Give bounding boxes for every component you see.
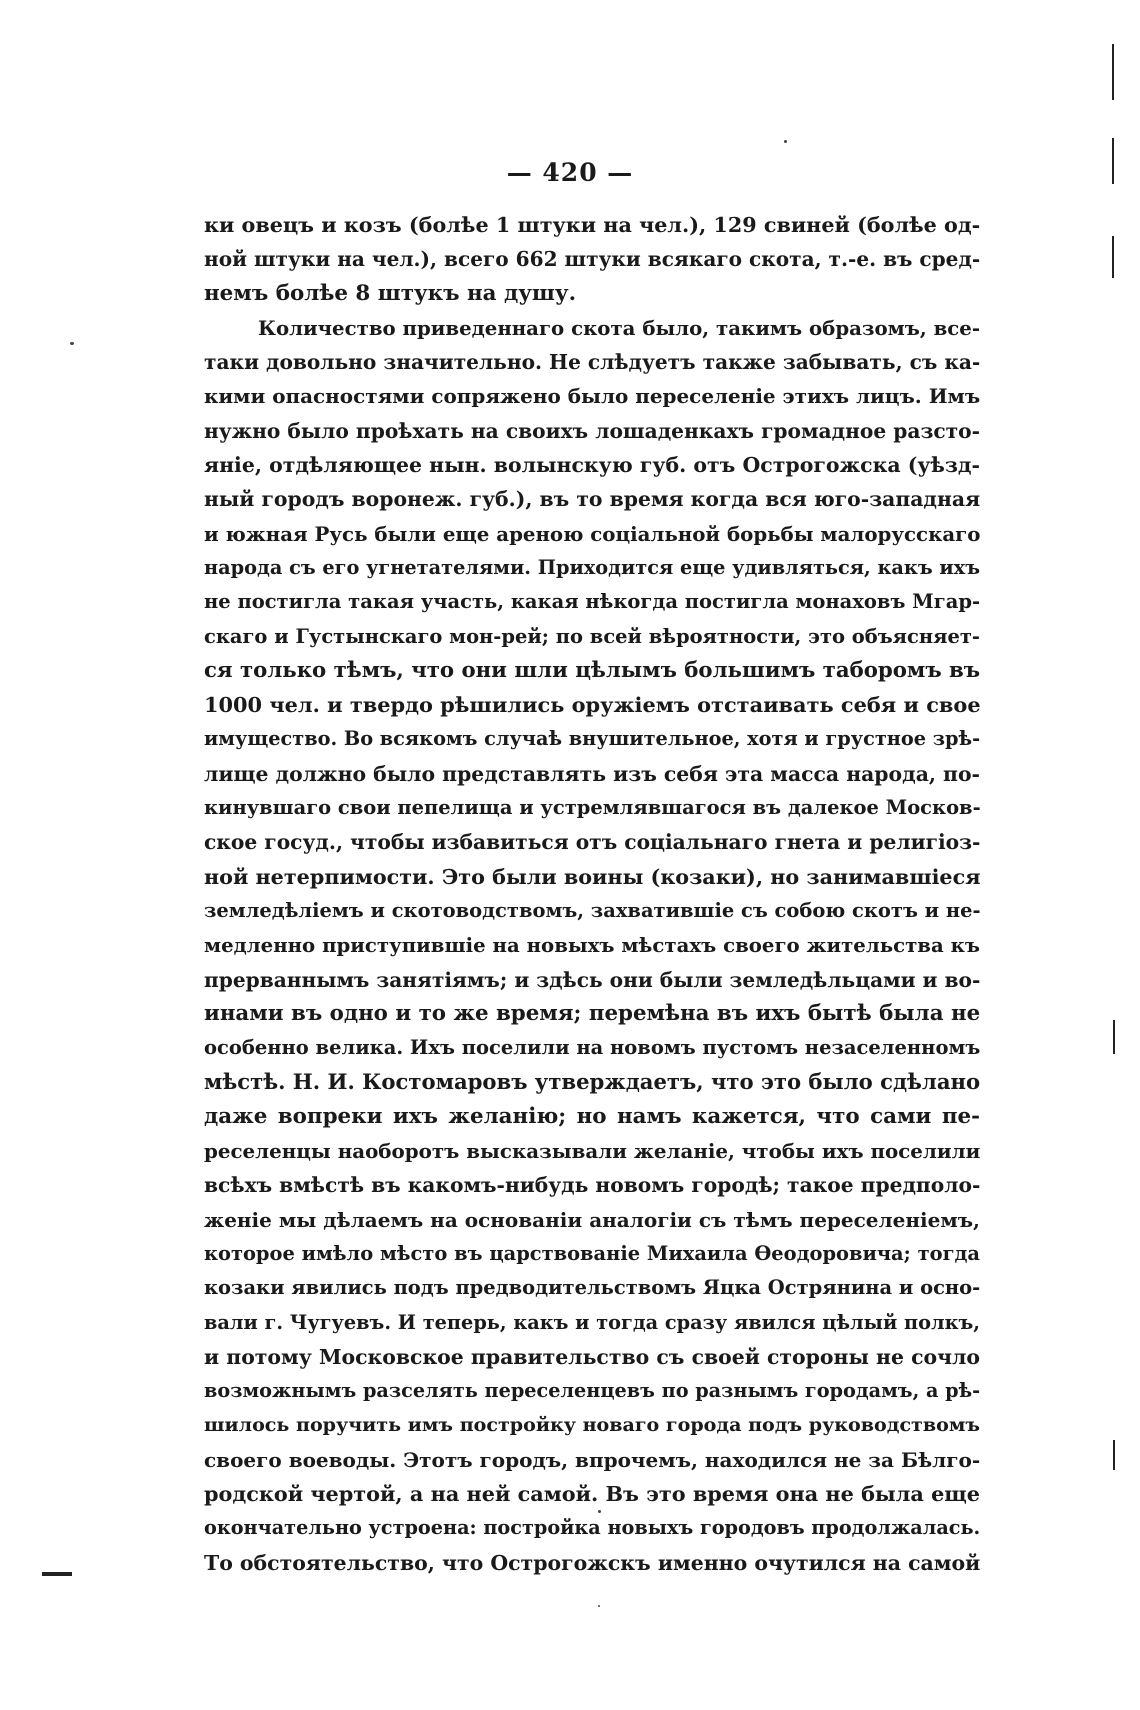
body-text	[204, 208, 980, 1580]
text-line: окончательно устроена: постройка новыхъ городовъ продолжалась.	[204, 1516, 981, 1540]
text-line: даже вопреки ихъ желанію; но намъ кажется, что сами пе-	[204, 1103, 980, 1129]
scan-edge-mark	[1113, 1440, 1115, 1470]
text-line: земледѣліемъ и скотоводствомъ, захватившіе съ собою скотъ и не-	[204, 898, 981, 922]
text-line: своего воеводы. Этотъ городъ, впрочемъ, находился не за Бѣлго-	[204, 1447, 981, 1472]
scan-edge-mark	[1112, 44, 1114, 100]
text-line: инами въ одно и то же время; перемѣна въ ихъ бытѣ была не	[204, 1000, 981, 1026]
text-line: всѣхъ вмѣстѣ въ какомъ-нибудь новомъ городѣ; такое предполо-	[204, 1173, 981, 1198]
text-line: медленно приступившіе на новыхъ мѣстахъ своего жительства къ	[204, 933, 980, 958]
text-line: кинувшаго свои пепелища и устремлявшагося въ далекое Москов-	[204, 796, 981, 820]
scan-edge-mark	[1112, 236, 1114, 278]
scan-dust	[784, 140, 787, 143]
text-line: ское госуд., чтобы избавиться отъ соціальнаго гнета и религіоз-	[204, 830, 981, 855]
scan-dust	[70, 342, 74, 345]
text-line: скаго и Густынскаго мон-рей; по всей вѣроятности, это объясняет-	[204, 624, 980, 648]
scan-edge-mark	[1112, 138, 1114, 184]
text-line: мѣстѣ. Н. И. Костомаровъ утверждаетъ, что это было сдѣлано	[204, 1069, 981, 1095]
text-line: ной штуки на чел.), всего 662 штуки всякаго скота, т.-е. въ сред-	[204, 247, 981, 272]
scan-edge-mark	[1113, 1020, 1115, 1054]
text-line: и южная Русь были еще ареною соціальной борьбы малорусскаго	[204, 521, 981, 546]
text-line: Количество приведеннаго скота было, такимъ образомъ, все-	[258, 315, 981, 340]
text-line: возможнымъ разселять переселенцевъ по разнымъ городамъ, а рѣ-	[204, 1379, 981, 1403]
text-line: яніе, отдѣляющее нын. волынскую губ. отъ Острогожска (уѣзд-	[204, 453, 980, 478]
scan-dust	[598, 1510, 601, 1513]
text-line: народа съ его угнетателями. Приходится еще удивляться, какъ ихъ	[204, 555, 980, 579]
text-line: козаки явились подъ предводительствомъ Яцка Острянина и осно-	[204, 1276, 981, 1300]
text-line: То обстоятельство, что Острогожскъ именно очутился на самой	[204, 1550, 981, 1575]
page-number: — 420 —	[506, 158, 634, 187]
text-line: не постигла такая участь, какая нѣкогда постигла монаховъ Мгар-	[204, 590, 981, 614]
text-line: кими опасностями сопряжено было переселеніе этихъ лицъ. Имъ	[204, 384, 981, 409]
text-line: таки довольно значительно. Не слѣдуетъ также забывать, съ ка-	[204, 350, 981, 375]
text-line: ки овецъ и козъ (болѣе 1 штуки на чел.), 129 свиней (болѣе од-	[204, 213, 981, 237]
text-line: нужно было проѣхать на своихъ лошаденкахъ громадное разсто-	[204, 418, 980, 443]
text-line: ной нетерпимости. Это были воины (козаки), но занимавшіеся	[204, 864, 981, 889]
text-line: лище должно было представлять изъ себя эта масса народа, по-	[204, 761, 980, 786]
scan-dust	[598, 1605, 600, 1607]
scan-edge-mark	[42, 1572, 72, 1576]
text-line: и потому Московское правительство съ своей стороны не сочло	[204, 1344, 980, 1369]
text-line: ся только тѣмъ, что они шли цѣлымъ большимъ таборомъ въ	[204, 657, 981, 683]
text-line: вали г. Чугуевъ. И теперь, какъ и тогда сразу явился цѣлый полкъ,	[204, 1310, 980, 1334]
text-line: ный городъ воронеж. губ.), въ то время когда вся юго-западная	[204, 487, 981, 512]
text-line: женіе мы дѣлаемъ на основаніи аналогіи съ тѣмъ переселеніемъ,	[204, 1207, 980, 1232]
text-line: прерваннымъ занятіямъ; и здѣсь они были земледѣльцами и во-	[204, 967, 981, 992]
text-line: которое имѣло мѣсто въ царствованіе Михаила Ѳеодоровича; тогда	[204, 1241, 980, 1265]
text-line: реселенцы наоборотъ высказывали желаніе, чтобы ихъ поселили	[204, 1139, 981, 1164]
text-line: родской чертой, а на ней самой. Въ это время она не была еще	[204, 1480, 980, 1506]
text-line: имущество. Во всякомъ случаѣ внушительное, хотя и грустное зрѣ-	[204, 727, 981, 751]
text-line: немъ болѣе 8 штукъ на душу.	[204, 280, 577, 306]
text-line: шилось поручить имъ постройку новаго города подъ руководствомъ	[204, 1414, 980, 1437]
text-line: особенно велика. Ихъ поселили на новомъ пустомъ незаселенномъ	[204, 1036, 981, 1060]
text-line: 1000 чел. и твердо рѣшились оружіемъ отстаивать себя и свое	[204, 692, 981, 718]
